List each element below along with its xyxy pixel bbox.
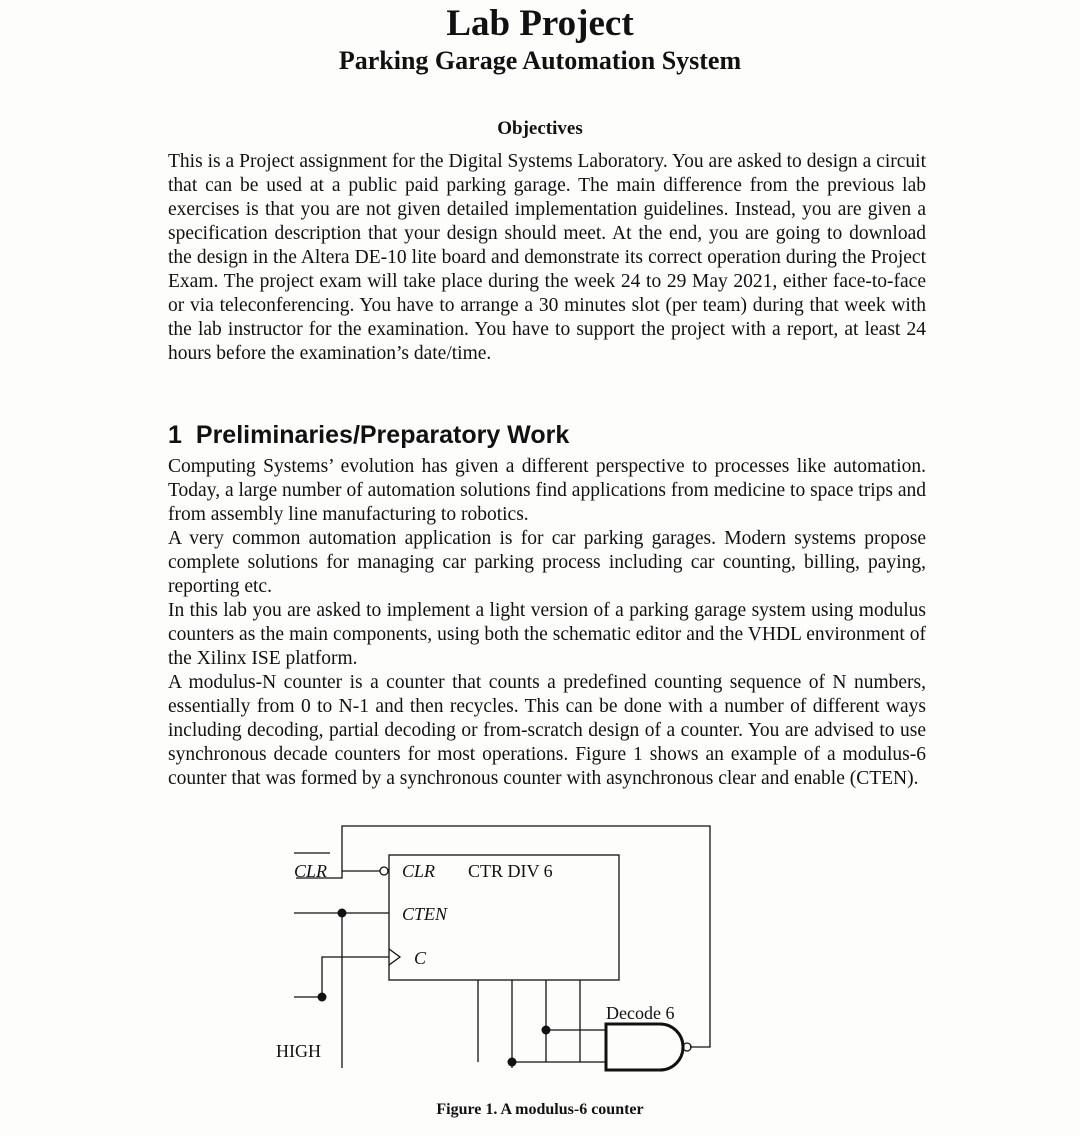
section-number: 1 xyxy=(168,421,182,449)
high-label: HIGH xyxy=(276,1041,321,1061)
block-clr-label: CLR xyxy=(402,861,436,881)
figure-caption: Figure 1. A modulus-6 counter xyxy=(436,1101,644,1118)
clock-triangle xyxy=(389,949,400,965)
counter-block xyxy=(389,855,619,980)
objectives-heading: Objectives xyxy=(497,118,583,139)
clr-inversion-bubble xyxy=(380,867,388,875)
decode-and-gate xyxy=(606,1024,683,1070)
document-subtitle: Parking Garage Automation System xyxy=(338,46,742,75)
clock-label: C xyxy=(414,948,427,968)
section-paragraph: Computing Systems’ evolution has given a different perspective to processes like automation. Today, a large number of automation solutions find applications from medicine to space trips and from assembly line manufacturing to robotics. xyxy=(168,456,926,525)
junction-dot xyxy=(508,1058,517,1067)
section-heading xyxy=(168,420,569,450)
clr-input-label: CLR xyxy=(294,861,328,881)
junction-dot xyxy=(318,993,327,1002)
clr-wire xyxy=(296,826,710,1047)
counter-block-title: CTR DIV 6 xyxy=(468,861,553,881)
decode-label: Decode 6 xyxy=(606,1003,675,1023)
section-paragraph: In this lab you are asked to implement a light version of a parking garage system using modulus counters as the main components, using both the schematic editor and the VHDL environment of the Xilinx ISE platform. xyxy=(168,600,926,669)
decode-output-bubble xyxy=(683,1043,691,1051)
clock-wire xyxy=(322,957,389,997)
junction-dot xyxy=(338,909,347,918)
cten-label: CTEN xyxy=(402,904,448,924)
junction-dot xyxy=(542,1026,551,1035)
document-title: Lab Project xyxy=(446,3,634,44)
section-title: Preliminaries/Preparatory Work xyxy=(195,421,570,449)
section-paragraph: A modulus-N counter is a counter that counts a predefined counting sequence of N numbers, essentially from 0 to N-1 and then recycles. This can be done with a number of different ways including decoding, partial decoding or from-scratch design of a counter. You are advised to use synchronous decade counters for most operations. Figure 1 shows an example of a modulus-6 counter that was formed by a synchronous counter with asynchronous clear and enable (CTEN). xyxy=(168,672,926,789)
objectives-paragraph: This is a Project assignment for the Digital Systems Laboratory. You are asked to design a circuit that can be used at a public paid parking garage. The main difference from the previous lab exercises is that you are not given detailed implementation guidelines. Instead, you are given a specification description that your design should meet. At the end, you are going to download the design in the Altera DE-10 lite board and demonstrate its correct operation during the Project Exam. The project exam will take place during the week 24 to 29 May 2021, either face-to-face or via teleconferencing. You have to arrange a 30 minutes slot (per team) during that week with the lab instructor for the examination. You have to support the project with a report, at least 24 hours before the examination’s date/time. xyxy=(168,151,926,364)
section-paragraph: A very common automation application is for car parking garages. Modern systems propose complete solutions for managing car parking process including car counting, billing, paying, reporting etc. xyxy=(168,528,926,597)
